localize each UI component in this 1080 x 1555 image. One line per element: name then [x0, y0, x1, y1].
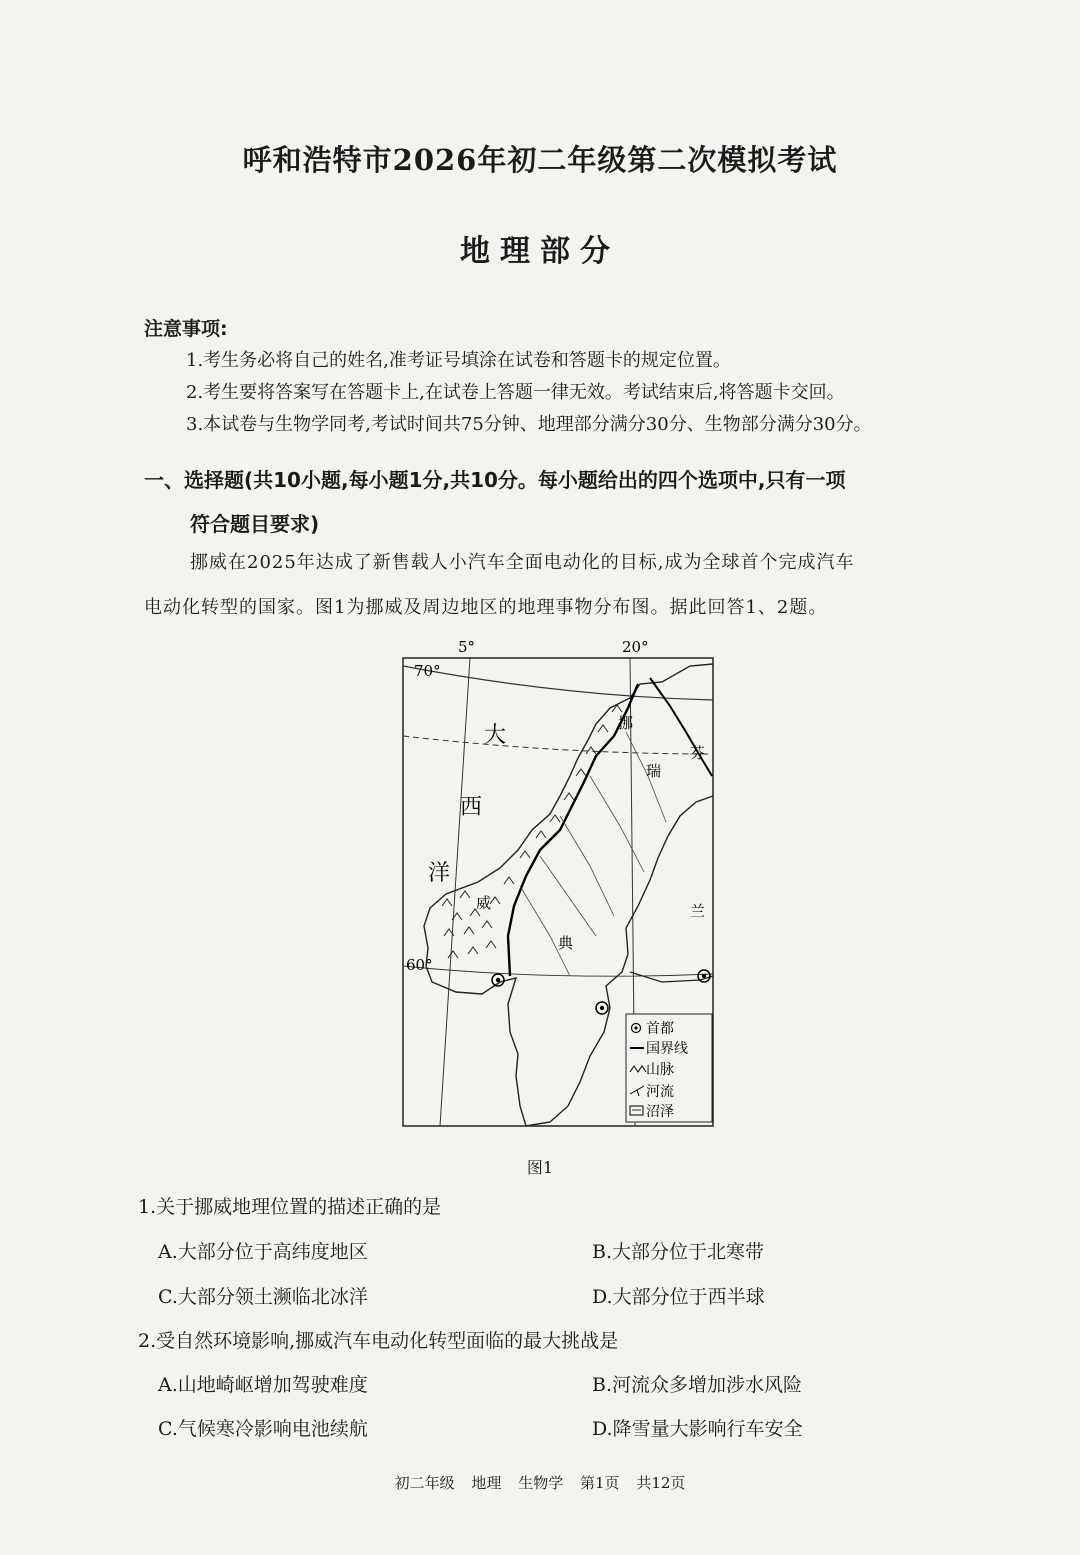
map-legend [626, 1014, 712, 1122]
footer-grade: 初二年级 [394, 1474, 455, 1492]
legend-swamp: 沼泽 [646, 1104, 674, 1120]
latitude-70 [403, 666, 713, 700]
country-char: 典 [558, 934, 574, 952]
notice-item: 1.考生务必将自己的姓名,准考证号填涂在试卷和答题卡的规定位置。 [186, 350, 731, 371]
footer-total: 共12页 [636, 1474, 686, 1492]
country-char: 瑞 [646, 762, 662, 780]
question-stem: 2.受自然环境影响,挪威汽车电动化转型面临的最大挑战是 [138, 1330, 619, 1352]
intro-text: 电动化转型的国家。图1为挪威及周边地区的地理事物分布图。据此回答1、2题。 [144, 597, 828, 618]
legend-capital: 首都 [646, 1021, 674, 1037]
footer-subject: 地理 [471, 1474, 502, 1492]
notice-item: 3.本试卷与生物学同考,考试时间共75分钟、地理部分满分30分、生物部分满分30分。 [186, 414, 872, 435]
mountain-marks [442, 705, 622, 958]
lon-label-20: 20° [622, 638, 649, 656]
lon-label-5: 5° [458, 638, 476, 656]
footer-subject: 生物学 [518, 1474, 564, 1492]
legend-mountain: 山脉 [646, 1062, 674, 1078]
map-figure [400, 636, 720, 1136]
capital-stockholm [596, 1002, 608, 1014]
question-option: C.大部分领土濒临北冰洋 [158, 1286, 368, 1308]
figure-caption: 图1 [526, 1158, 554, 1177]
question-option: C.气候寒冷影响电池续航 [158, 1418, 368, 1440]
legend-border: 国界线 [646, 1041, 688, 1057]
question-option: A.山地崎岖增加驾驶难度 [158, 1374, 368, 1396]
river [540, 856, 596, 936]
section-heading-line: 符合题目要求) [190, 512, 320, 536]
exam-title: 呼和浩特市2026年初二年级第二次模拟考试 [242, 143, 838, 177]
footer-page: 第1页 [579, 1474, 620, 1492]
lat-label-70: 70° [414, 662, 441, 680]
notice-item: 2.考生要将答案写在答题卡上,在试卷上答题一律无效。考试结束后,将答题卡交回。 [186, 382, 845, 403]
country-char: 兰 [690, 902, 706, 920]
river [520, 886, 570, 976]
notice-heading: 注意事项: [144, 318, 228, 340]
ocean-char: 西 [460, 795, 483, 820]
section-heading [144, 458, 994, 546]
ocean-char: 大 [484, 723, 507, 748]
question-option: D.大部分位于西半球 [592, 1286, 765, 1308]
country-char: 挪 [618, 714, 634, 732]
section-subtitle: 地理部分 [460, 234, 620, 269]
lat-label-60: 60° [406, 956, 433, 974]
ocean-char: 洋 [428, 861, 451, 886]
country-char: 威 [476, 894, 492, 912]
question-option: A.大部分位于高纬度地区 [158, 1241, 368, 1263]
intro-text: 挪威在2025年达成了新售载人小汽车全面电动化的目标,成为全球首个完成汽车 [190, 552, 855, 573]
question-option: B.大部分位于北寒带 [592, 1241, 765, 1263]
river [590, 776, 644, 872]
capital-helsinki [698, 970, 710, 982]
arctic-circle [403, 736, 713, 754]
section-heading-line: 一、选择题(共10小题,每小题1分,共10分。每小题给出的四个选项中,只有一项 [144, 468, 846, 492]
question-option: B.河流众多增加涉水风险 [592, 1374, 803, 1396]
question-option: D.降雪量大影响行车安全 [592, 1418, 803, 1440]
legend-river: 河流 [646, 1084, 674, 1100]
capital-oslo [492, 974, 504, 986]
river [560, 816, 614, 916]
question-stem: 1.关于挪威地理位置的描述正确的是 [138, 1196, 442, 1218]
country-char: 芬 [690, 744, 706, 762]
page-footer [0, 1472, 1080, 1493]
